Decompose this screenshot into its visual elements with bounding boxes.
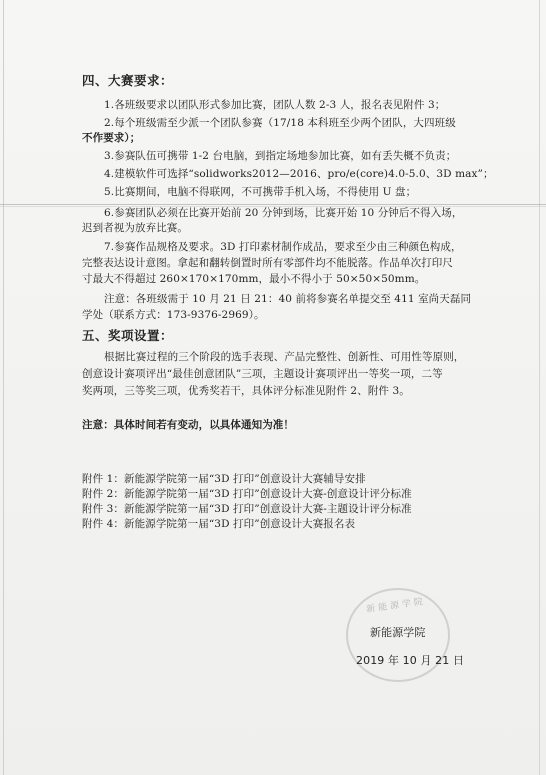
- signature-date: 2019 年 10 月 21 日: [356, 654, 465, 667]
- section4-item-3: 3.参赛队伍可携带 1-2 台电脑，到指定场地参加比赛，如有丢失概不负责；: [104, 150, 457, 162]
- section4-item-7-cont1: 完整表达设计意图。拿起和翻转倒置时所有零部件均不能脱落。作品单次打印尺: [82, 257, 453, 269]
- attachment-4: 附件 4：新能源学院第一届“3D 打印”创意设计大赛报名表: [82, 518, 356, 530]
- attachment-1: 附件 1：新能源学院第一届“3D 打印”创意设计大赛辅导安排: [82, 473, 366, 485]
- section5-heading: 五、奖项设置：: [82, 328, 174, 343]
- section4-item-6-cont: 迟到者视为放弃比赛。: [82, 222, 188, 234]
- attachment-3: 附件 3：新能源学院第一届“3D 打印”创意设计大赛-主题设计评分标准: [82, 503, 412, 515]
- section4-item-7-cont2: 寸最大不得超过 260×170×170mm，最小不得小于 50×50×50mm。: [82, 273, 426, 285]
- section4-item-1: 1.各班级要求以团队形式参加比赛，团队人数 2-3 人，报名表见附件 3；: [104, 99, 446, 111]
- change-notice: 注意：具体时间若有变动，以具体通知为准！: [82, 419, 294, 431]
- section4-deadline-note: 注意：各班级需于 10 月 21 日 21：40 前将参赛名单提交至 411 室尚天磊同: [104, 293, 472, 305]
- section5-line-1: 根据比赛过程的三个阶段的选手表现、产品完整性、创新性、可用性等原则，: [104, 351, 465, 363]
- page-right-edge: [539, 0, 540, 775]
- section4-item-2: 2.每个班级需至少派一个团队参赛（17/18 本科班至少两个团队，大四班级: [104, 117, 456, 129]
- page-left-edge: [3, 0, 4, 775]
- scan-fold-line: [0, 204, 546, 205]
- section4-deadline-note-cont: 学处（联系方式：173-9376-2969）。: [82, 309, 265, 321]
- signature-org: 新能源学院: [370, 626, 426, 639]
- section4-item-6: 6.参赛团队必须在比赛开始前 20 分钟到场，比赛开始 10 分钟后不得入场，: [104, 207, 463, 219]
- section5-line-3: 奖两项，三等奖三项，优秀奖若干，具体评分标准见附件 2、附件 3。: [82, 385, 410, 397]
- attachment-2: 附件 2：新能源学院第一届“3D 打印”创意设计大赛-创意设计评分标准: [82, 488, 412, 500]
- section4-item-5: 5.比赛期间，电脑不得联网，不可携带手机入场，不得使用 U 盘；: [104, 186, 417, 198]
- section5-line-2: 创意设计赛项评出“最佳创意团队”三项，主题设计赛项评出一等奖一项，二等: [82, 368, 443, 380]
- section4-item-2-cont: 不作要求）；: [82, 132, 141, 144]
- section4-item-7: 7.参赛作品规格及要求。3D 打印素材制作成品，要求至少由三种颜色构成，: [104, 241, 462, 253]
- section4-heading: 四、大赛要求：: [82, 73, 174, 88]
- section4-item-4: 4.建模软件可选择“solidworks2012—2016、pro/e(core)4.0-5.0、3D max”；: [104, 168, 494, 180]
- seal-text: 新能源学院: [365, 596, 427, 616]
